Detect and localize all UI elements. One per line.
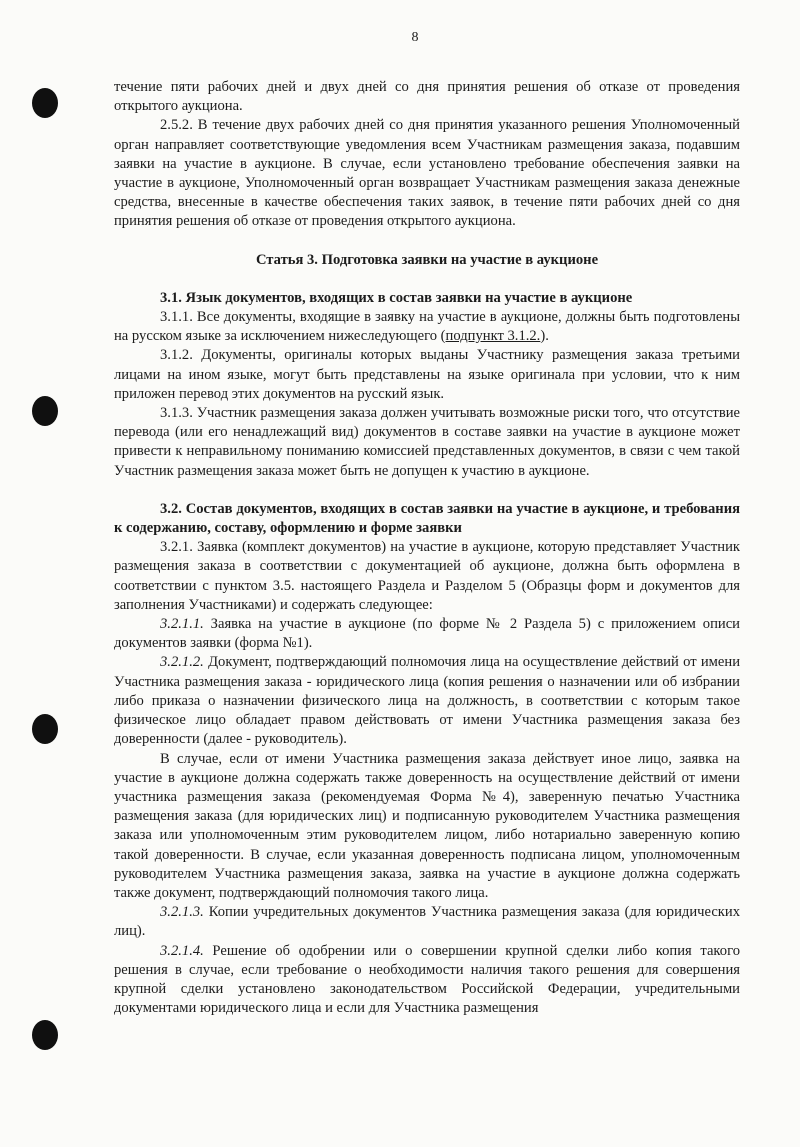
paragraph-3-1-1: 3.1.1. Все документы, входящие в заявку на участие в аукционе, должны быть подготовлены на русском языке за исключением нижеследующего (подпункт 3.1.2.). — [114, 309, 740, 345]
paragraph-3-1-3: 3.1.3. Участник размещения заказа должен учитывать возможные риски того, что отсутствие перевода (или его ненадлежащий вид) документов в составе заявки на участие в аукционе может привести к неправильному пониманию комиссией представленных документов, в связи с чем такой Участник размещения заказа может быть не допущен к участию в аукционе. — [114, 405, 740, 479]
paragraph-intro: течение пяти рабочих дней и двух дней со дня принятия решения об отказе от проведения открытого аукциона. — [114, 79, 740, 115]
paragraph-3-2-1-1: 3.2.1.1. Заявка на участие в аукционе (по форме № 2 Раздела 5) с приложением описи документов заявки (форма №1). — [114, 616, 740, 652]
section-heading-3-2: 3.2. Состав документов, входящих в состав заявки на участие в аукционе, и требования к содержанию, составу, оформлению и форме заявки — [114, 500, 740, 537]
paragraph-proxy-case: В случае, если от имени Участника размещения заказа действует иное лицо, заявка на участие в аукционе должна содержать также доверенность на осуществление действий от имени участника размещения заказа (рекомендуемая Форма №4), заверенную печатью Участника размещения заказа (для юридических лиц) и подписанную руководителем Участника размещения заказа или уполномоченным этим руководителем лицом, либо нотариально заверенную копию такой доверенности. В случае, если указанная доверенность подписана лицом, уполномоченным руководителем Участника размещения заказа, заявка на участие в аукционе должна содержать также документ, подтверждающий полномочия такого лица. — [114, 750, 740, 901]
paragraph-3-2-1: 3.2.1. Заявка (комплект документов) на участие в аукционе, которую представляет Участник размещения заказа в соответствии с документацией об аукционе, должна быть оформлена в соответствии с пунктом 3.5. настоящего Раздела и Разделом 5 (Образцы форм и документов для заполнения Участниками) и содержать следующее: — [114, 539, 740, 613]
page-number: 8 — [411, 30, 419, 45]
paragraph-2-5-2: 2.5.2. В течение двух рабочих дней со дня принятия указанного решения Уполномоченный орган направляет соответствующие уведомления всем Участникам размещения заказа, подавшим заявки на участие в аукционе. В случае, если установлено требование обеспечения заявки на участие в аукционе, Уполномоченный орган возвращает Участникам размещения заказа денежные средства, внесенные в качестве обеспечения таких заявок, в течение пяти рабочих дней со дня принятия решения об отказе от проведения открытого аукциона. — [114, 117, 740, 230]
punch-hole-2 — [32, 396, 58, 426]
punch-hole-3 — [32, 714, 58, 744]
section-heading-3-1: 3.1. Язык документов, входящих в состав заявки на участие в аукционе — [160, 289, 633, 306]
article-title: Статья 3. Подготовка заявки на участие в аукционе — [255, 251, 599, 268]
paragraph-3-2-1-2: 3.2.1.2. Документ, подтверждающий полномочия лица на осуществление действий от имени Участника размещения заказа - юридического лица (копия решения о назначении или об избрании либо приказа о назначении физического лица на должность, в соответствии с которым такое физическое лицо обладает правом действовать от имени Участника размещения заказа без доверенности (далее - руководитель). — [114, 654, 740, 748]
document-body — [114, 78, 740, 1018]
link-subclause-3-1-2[interactable]: подпункт 3.1.2. — [445, 328, 541, 345]
paragraph-3-2-1-4: 3.2.1.4. Решение об одобрении или о совершении крупной сделки либо копия такого решения в случае, если требование о необходимости наличия такого решения для совершения крупной сделки установлено законодательством Российской Федерации, учредительными документами юридического лица и если для Участника размещения — [114, 942, 740, 1017]
punch-hole-1 — [32, 88, 58, 118]
paragraph-3-2-1-3: 3.2.1.3. Копии учредительных документов Участника размещения заказа (для юридических лиц). — [114, 904, 740, 940]
paragraph-3-1-2: 3.1.2. Документы, оригиналы которых выданы Участнику размещения заказа третьими лицами на ином языке, могут быть представлены на языке оригинала при условии, что к ним приложен перевод этих документов на русский язык. — [114, 347, 740, 402]
punch-hole-4 — [32, 1020, 58, 1050]
